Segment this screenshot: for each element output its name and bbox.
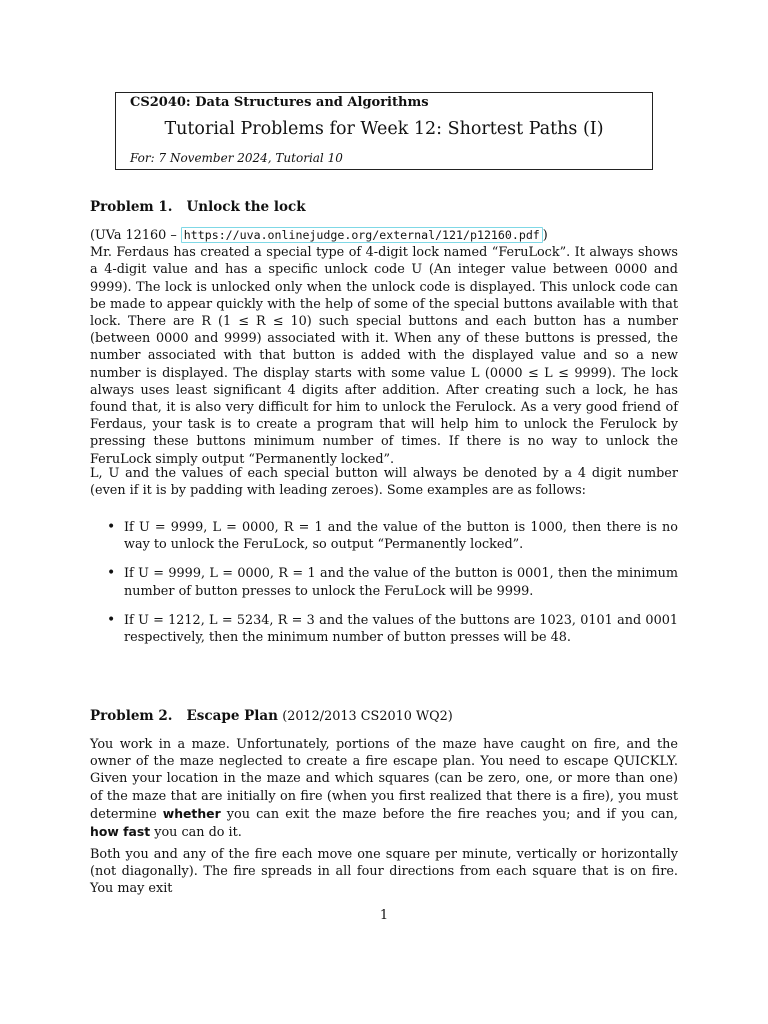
problem1-heading bbox=[90, 199, 306, 215]
problem2-movement-rules: Both you and any of the fire each move one square per minute, vertically or horizontally (not diagonally). The fire spreads in all four directions from each square that is on fire. You may exit bbox=[90, 847, 678, 897]
problem1-body: Mr. Ferdaus has created a special type of 4-digit lock named “FeruLock”. It always shows a 4-digit value and has a specific unlock code U (An integer value between 0000 and 9999). The lock is unlocked only when the unlock code is displayed. This unlock code can be made to appear quickly with the help of some of the special buttons available with that lock. There are R (1 ≤ R ≤ 10) such special buttons and each button has a number (between 0000 and 9999) associated with it. When any of these buttons is pressed, the number associated with that button is added with the displayed value and so a new number is displayed. The display starts with some value L (0000 ≤ L ≤ 9999). The lock always uses least significant 4 digits after addition. After creating such a lock, he has found that, it is also very difficult for him to unlock the Ferulock. As a very good friend of Ferdaus, your task is to create a program that will help him to unlock the Ferulock by pressing these buttons minimum number of times. If there is no way to unlock the FeruLock simply output “Permanently locked”. bbox=[90, 245, 678, 467]
problem2-heading bbox=[90, 708, 453, 724]
problem1-format-note: L, U and the values of each special button will always be denoted by a 4 digit number (even if it is by padding with leading zeroes). Some examples are as follows: bbox=[90, 466, 678, 499]
problem1-name: Unlock the lock bbox=[186, 199, 306, 215]
problem2-name: Escape Plan bbox=[186, 708, 278, 724]
page-title: Tutorial Problems for Week 12: Shortest Paths (I) bbox=[164, 119, 604, 139]
list-item: • If U = 1212, L = 5234, R = 3 and the values of the buttons are 1023, 0101 and 0001 respectively, then the minimum number of button presses will be 48. bbox=[106, 612, 678, 646]
problem1-examples bbox=[106, 519, 678, 658]
problem1-source-link[interactable]: https://uva.onlinejudge.org/external/121/p12160.pdf bbox=[181, 227, 543, 243]
problem2-text-c: you can do it. bbox=[150, 825, 242, 841]
problem2-source: (2012/2013 CS2010 WQ2) bbox=[282, 709, 453, 724]
problem1-label: Problem 1. bbox=[90, 199, 173, 215]
list-item: • If U = 9999, L = 0000, R = 1 and the value of the button is 1000, then there is no way to unlock the FeruLock, so output “Permanently locked”. bbox=[106, 519, 678, 553]
problem2-emphasis-how-fast: how fast bbox=[90, 824, 151, 840]
problem2-label: Problem 2. bbox=[90, 708, 173, 724]
problem2-description bbox=[90, 736, 678, 841]
problem2-text-b: you can exit the maze before the fire reaches you; and if you can, bbox=[220, 806, 678, 822]
list-item: • If U = 9999, L = 0000, R = 1 and the value of the button is 0001, then the minimum number of button presses to unlock the FeruLock will be 9999. bbox=[106, 565, 678, 599]
course-name: CS2040: Data Structures and Algorithms bbox=[130, 95, 429, 110]
header-box bbox=[115, 92, 653, 170]
problem2-emphasis-whether: whether bbox=[162, 805, 221, 821]
problem1-source-prefix: (UVa 12160 – bbox=[90, 228, 181, 243]
problem1-description bbox=[90, 227, 678, 468]
problem1-source-suffix: ) bbox=[542, 228, 548, 243]
tutorial-date: For: 7 November 2024, Tutorial 10 bbox=[130, 151, 343, 165]
problem2-text-a: You work in a maze. Unfortunately, portions of the maze have caught on fire, and the owner of the maze neglected to create a fire escape plan. You need to escape QUICKLY. Given your location in the maze and which squares (can be zero, one, or more than one) of the maze that are initially on fire (when you first realized that there is a fire), you must determine bbox=[90, 737, 678, 822]
page-number: 1 bbox=[379, 908, 389, 923]
